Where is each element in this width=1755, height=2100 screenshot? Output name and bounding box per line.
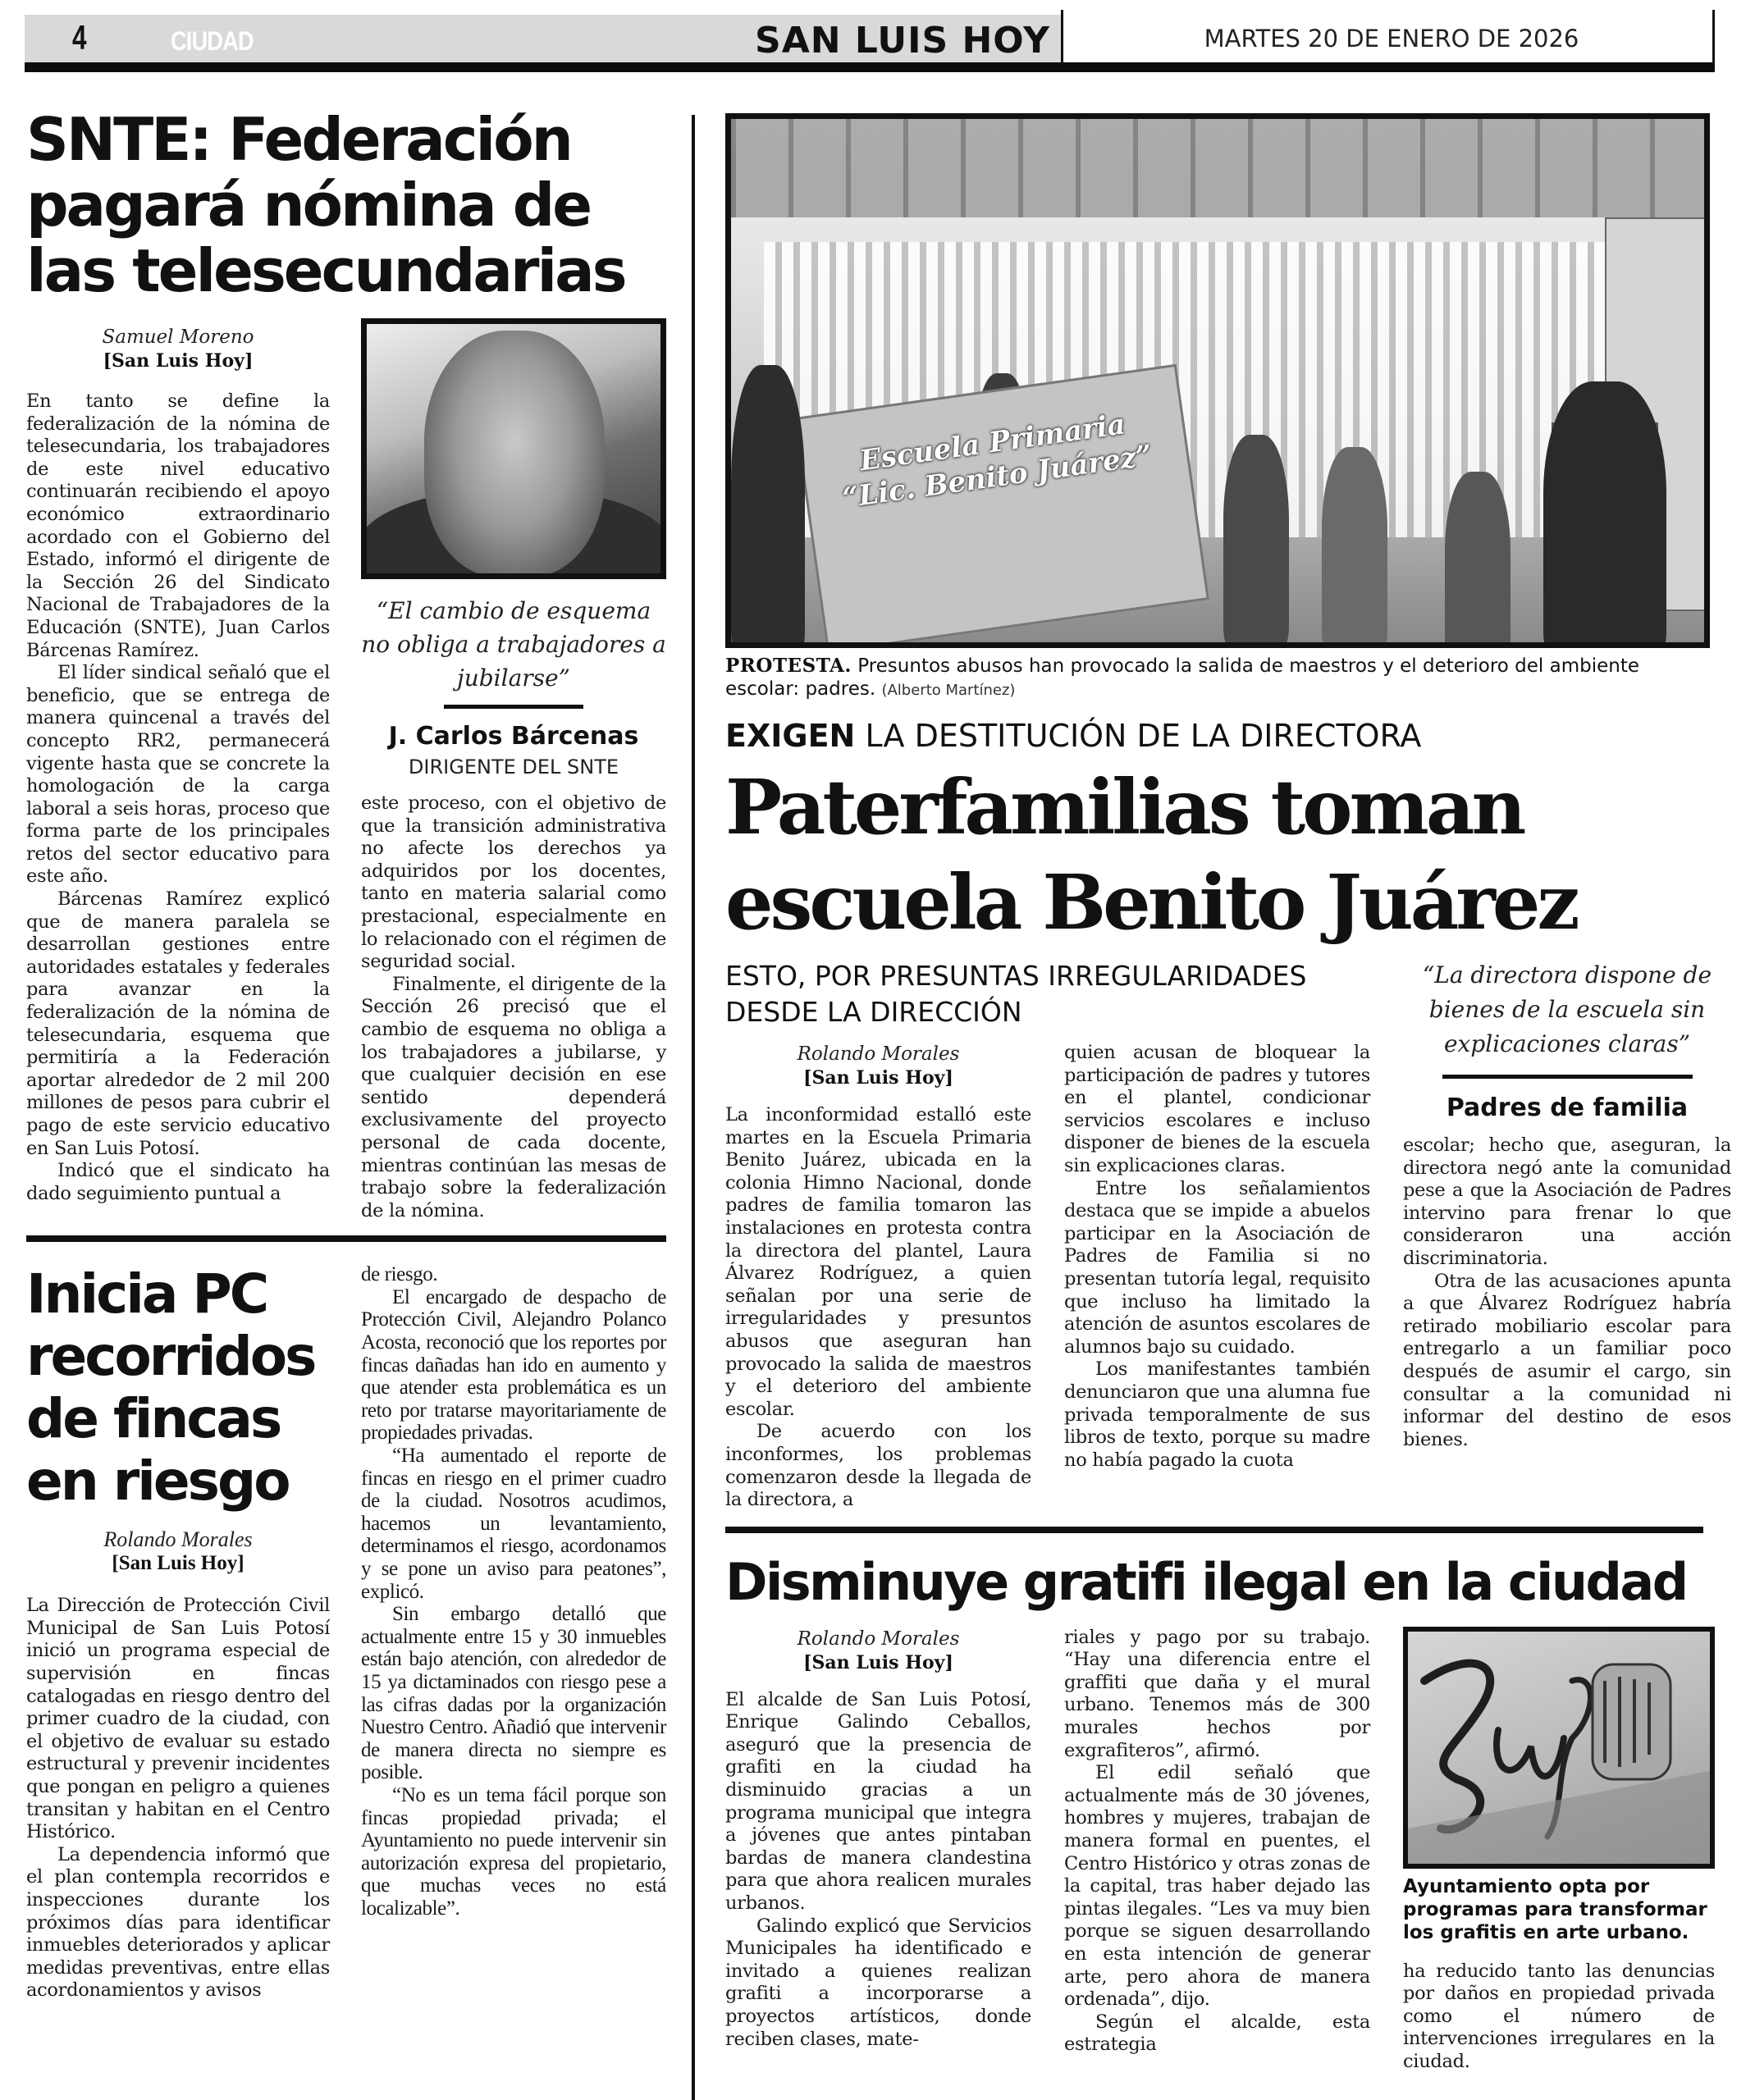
headline[interactable]: SNTE: Federación pagará nómina de las telesecundarias — [26, 105, 625, 305]
kicker — [725, 717, 1710, 755]
paragraph: Entre los señalamientos destaca que se impide a abuelos participar en la Asociación de Padres de Familia si no presentan tutoría legal, requisito que incluso ha limitado la atención de asuntos escolares de alumnos bajo su cuidado. — [1064, 1177, 1370, 1358]
paragraph: Finalmente, el dirigente de la Sección 26 precisó que el cambio de esquema no obliga a los trabajadores a jubilarse, y que cualquier decisión en ese sentido dependerá exclusivamente del proyecto personal de cada docente, mientras continúan las mesas de trabajo sobre la federalización de la nómina. — [361, 973, 666, 1221]
protest-photo[interactable] — [725, 113, 1710, 648]
caption-text: Presuntos abusos han provocado la salida de maestros y el deterioro del ambiente escolar: padres. — [725, 655, 1639, 700]
author-name: Samuel Moreno — [102, 326, 254, 348]
graffiti-drawing — [1408, 1632, 1710, 1864]
paragraph: Galindo explicó que Servicios Municipales ha identificado e invitado a quienes realizan grafiti a incorporarse a proyectos artísticos, donde reciben clases, mate- — [725, 1915, 1031, 2050]
photo-person — [1543, 381, 1666, 648]
article-grafiti — [725, 1551, 1715, 2074]
masthead — [25, 15, 1715, 72]
page-number: 4 — [72, 18, 87, 57]
paragraph: El edil señaló que actualmente más de 30 jóvenes, hombres y mujeres, trabajan de manera formal en puentes, el Centro Histórico y otras zonas de la capital, tras haber dejado las pintas ilegales. “Les va muy bien porque se siguen desarrollando en esta intención de generar arte, pero ahora de manera ordenada”, dijo. — [1064, 1762, 1370, 2011]
quote-speaker: Padres de familia — [1446, 1093, 1689, 1122]
paragraph: escolar; hecho que, aseguran, la directora negó ante la comunidad pese a que la Asociación de Padres intervino para frenar lo que consideraron una acción discriminatoria. — [1403, 1134, 1731, 1269]
issue-date: MARTES 20 DE ENERO DE 2026 — [1204, 25, 1579, 52]
masthead-rule — [25, 62, 1715, 72]
article-columns — [725, 1042, 1370, 1512]
byline — [725, 1042, 1031, 1089]
paragraph: “Ha aumentado el reporte de fincas en riesgo en el primer cuadro de la ciudad. Nosotros acudimos, hacemos un levantamiento, determinamos el riesgo, acordonamos y se pone un aviso para peatones”, explicó. — [361, 1445, 666, 1603]
paragraph: de riesgo. — [361, 1263, 438, 1286]
paragraph: La dependencia informó que el plan contempla recorridos e inspecciones durante los próximos días para identificar inmuebles deteriorados y aplicar medidas preventivas, entre ellas acordonamientos y avisos — [26, 1843, 330, 2002]
article-grid — [725, 958, 1731, 1512]
newspaper-name: SAN LUIS HOY — [755, 20, 1050, 62]
deck: ESTO, POR PRESUNTAS IRREGULARIDADES DESDE LA DIRECCIÓN — [725, 960, 1307, 1028]
paragraph: De acuerdo con los inconformes, los problemas comenzaron desde la llegada de la directora, a — [725, 1421, 1031, 1511]
photo-person — [1223, 435, 1289, 648]
article-column — [1064, 1627, 1370, 2057]
photo-credit: (Alberto Martínez) — [881, 682, 1016, 699]
kicker-bold: EXIGEN — [725, 718, 856, 754]
graffiti-photo[interactable] — [1403, 1627, 1715, 1869]
photo-person — [1322, 447, 1387, 648]
pull-quote — [1403, 958, 1731, 1123]
paragraph: El encargado de despacho de Protección Civil, Alejandro Polanco Acosta, reconoció que los reportes por fincas dañadas han ido en aumento y que atender esta problemática es un reto por tratarse mayoritariamente de propiedades privadas. — [361, 1285, 666, 1445]
quote-speaker-role: DIRIGENTE DEL SNTE — [408, 756, 619, 778]
paragraph: Los manifestantes también denunciaron que una alumna fue privada temporalmente de sus libros de texto, porque su madre no había pagado la cuota — [1064, 1358, 1370, 1471]
photo-caption — [725, 655, 1710, 702]
article-column — [1403, 1134, 1731, 1451]
article-column — [725, 1689, 1031, 2052]
paragraph: Bárcenas Ramírez explicó que de manera paralela se desarrollan gestiones entre autoridades estatales y federales para avanzar en la federalización de la nómina de telesecundaria, esquema que permitiría a la Federación aportar alrededor de 2 mil 200 millones de pesos para cubrir el pago de este servicio educativo en San Luis Potosí. — [26, 888, 330, 1159]
article-proteccion-civil — [26, 1263, 666, 2002]
headline[interactable]: Paterfamilias toman escuela Benito Juárez — [725, 763, 1577, 947]
article-column — [26, 390, 330, 1205]
pull-quote — [361, 594, 666, 779]
paragraph: quien acusan de bloquear la participación de padres y tutores en el plantel, condicionar servicios escolares e incluso disponer de bienes de la escuela sin explicaciones claras. — [1064, 1042, 1370, 1176]
article-left-column — [725, 1042, 1031, 1512]
headline[interactable]: Disminuye gratifi ilegal en la ciudad — [725, 1551, 1687, 1612]
article-end-rule — [26, 1235, 666, 1242]
byline — [725, 1627, 1031, 1674]
paragraph: El alcalde de San Luis Potosí, Enrique Galindo Ceballos, aseguró que la presencia de grafiti en la ciudad ha disminuido gracias a un programa municipal que integra a jóvenes que antes pintaban bardas de manera clandestina para que ahora realicen murales urbanos. — [725, 1688, 1031, 1915]
article-escuela-benito-juarez — [725, 113, 1731, 1533]
byline — [26, 325, 330, 372]
masthead-edge — [1712, 10, 1715, 62]
photo-roof — [731, 119, 1704, 217]
article-side-column — [1403, 958, 1731, 1451]
column-divider — [692, 115, 695, 2100]
article-column — [725, 1104, 1031, 1512]
quote-rule — [1442, 1075, 1693, 1079]
article-left-column — [725, 1627, 1031, 2052]
outlet-name: [San Luis Hoy] — [112, 1552, 245, 1575]
article-column — [361, 1263, 666, 1920]
paragraph: “No es un tema fácil porque son fincas propiedad privada; el Ayuntamiento no puede intervenir sin autorización expresa del propietario, que muchas veces no está localizable”. — [361, 1783, 666, 1920]
paragraph: Indicó que el sindicato ha dado seguimiento puntual a — [26, 1160, 330, 1204]
left-region — [26, 107, 666, 2002]
quote-rule — [444, 705, 583, 709]
article-column — [361, 792, 666, 1222]
section-name: CIUDAD — [171, 26, 254, 56]
article-grid — [26, 1263, 666, 2002]
masthead-divider — [1061, 10, 1063, 62]
article-snte — [26, 107, 666, 1242]
author-name: Rolando Morales — [103, 1527, 253, 1552]
photo-face — [424, 331, 605, 577]
article-left-column — [26, 318, 330, 1205]
article-right-column — [361, 318, 666, 1222]
outlet-name: [San Luis Hoy] — [103, 350, 254, 372]
photo-caption: Ayuntamiento opta por programas para transformar los grafitis en arte urbano. — [1403, 1875, 1707, 1943]
kicker-text: LA DESTITUCIÓN DE LA DIRECTORA — [865, 718, 1422, 754]
paragraph: La Dirección de Protección Civil Municipal de San Luis Potosí inició un programa especial de supervisión en fincas catalogadas en riesgo dentro del primer cuadro de la ciudad, con el objetivo de evaluar su estado estructural y prevenir incidentes que pongan en peligro a quienes transitan y habitan en el Centro Histórico. — [26, 1595, 330, 1843]
outlet-name: [San Luis Hoy] — [803, 1067, 953, 1089]
paragraph: La inconformidad estalló este martes en la Escuela Primaria Benito Juárez, ubicada en la colonia Himno Nacional, donde padres de familia tomaron las instalaciones en protesta contra la directora del plantel, Laura Álvarez Rodríguez, a quien señalan por una serie de irregularidades y presuntos abusos que aseguran han provocado la salida de maestros y el deterioro del ambiente escolar. — [725, 1104, 1031, 1420]
paragraph: En tanto se define la federalización de la nómina de telesecundaria, los trabajadores de este nivel educativo continuarán recibiendo el apoyo económico extraordinario acordado con el Gobierno del Estado, informó el dirigente de la Sección 26 del Sindicato Nacional de Trabajadores de la Educación (SNTE), Juan Carlos Bárcenas Ramírez. — [26, 390, 330, 661]
portrait-photo[interactable] — [361, 318, 666, 579]
caption-lead: PROTESTA. — [725, 655, 852, 677]
article-side-column — [1403, 1627, 1715, 2074]
article-column — [1064, 1042, 1370, 1472]
article-grid — [725, 1626, 1715, 2074]
quote-text: “La directora dispone de bienes de la escuela sin explicaciones claras” — [1422, 961, 1712, 1057]
outlet-name: [San Luis Hoy] — [803, 1651, 953, 1673]
paragraph: Sin embargo detalló que actualmente entre 15 y 30 inmuebles están bajo atención, con alrededor de 15 ya dictaminados con riesgo pese a las cifras dadas por la organización Nuestro Centro. Añadió que intervenir de manera directa no siempre es posible. — [361, 1603, 666, 1784]
photo-banner-text: Escuela Primaria “Lic. Benito Juárez” — [840, 408, 1154, 515]
right-region — [725, 113, 1731, 2074]
paragraph: ha reducido tanto las denuncias por daños en propiedad privada como el número de intervenciones irregulares en la ciudad. — [1403, 1960, 1715, 2073]
paragraph: este proceso, con el objetivo de que la transición administrativa no afecte los derechos ya adquiridos por los docentes, tanto en materia salarial como prestacional, especialmente en lo relacionado con el régimen de seguridad social. — [361, 792, 666, 973]
paragraph: El líder sindical señaló que el beneficio, que se entrega de manera quincenal a través del concepto RR2, permanecerá vigente hasta que se concrete la homologación de la carga laboral a seis horas, proceso que forma parte de los principales retos del sector educativo para este año. — [26, 662, 330, 888]
quote-text: “El cambio de esquema no obliga a trabajadores a jubilarse” — [361, 597, 666, 692]
article-column — [26, 1595, 330, 2002]
quote-speaker: J. Carlos Bárcenas — [388, 722, 639, 751]
paragraph: riales y pago por su trabajo. “Hay una diferencia entre el graffiti que daña y el mural urbano. Tenemos más de 300 murales hechos por exgrafiteros”, afirmó. — [1064, 1626, 1370, 1761]
headline[interactable]: Inicia PC recorridos de fincas en riesgo — [26, 1262, 315, 1513]
photo-person — [1445, 472, 1510, 648]
paragraph: Según el alcalde, esta estrategia — [1064, 2011, 1370, 2056]
article-end-rule — [725, 1527, 1703, 1533]
paragraph: Otra de las acusaciones apunta a que Álvarez Rodríguez habría retirado mobiliario escolar para entregarlo a un familiar poco después de asumir el cargo, sin consultar a la comunidad ni informar del destino de esos bienes. — [1403, 1270, 1731, 1450]
author-name: Rolando Morales — [797, 1628, 960, 1650]
article-column — [1403, 1961, 1715, 2074]
photo-person — [731, 365, 805, 648]
author-name: Rolando Morales — [797, 1043, 960, 1065]
article-grid — [26, 318, 666, 1222]
article-left-column — [26, 1263, 330, 2002]
byline — [26, 1527, 330, 1575]
